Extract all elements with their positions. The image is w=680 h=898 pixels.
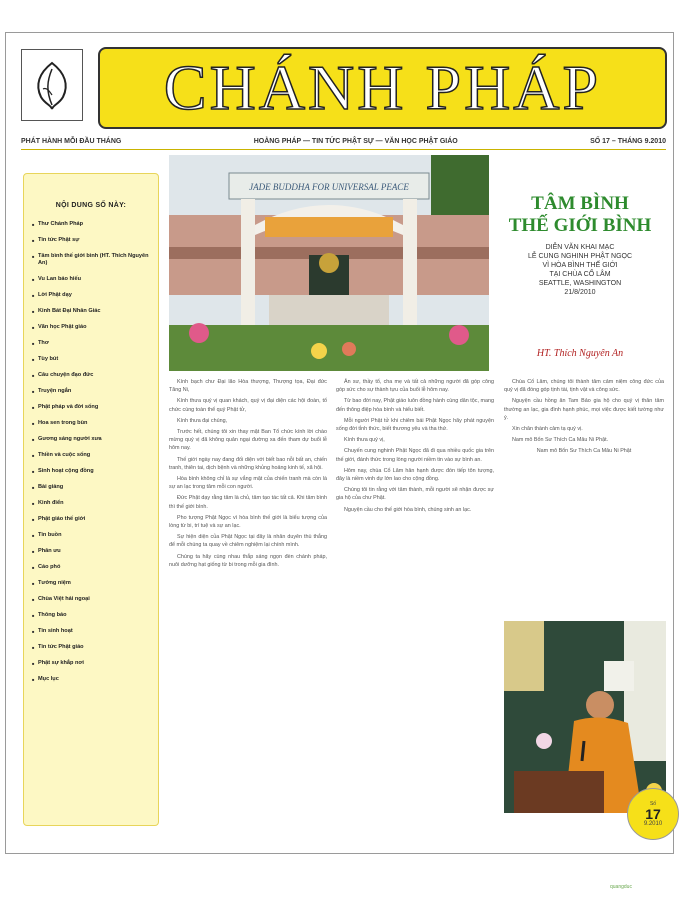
article-author: HT. Thích Nguyên An [536, 348, 624, 359]
badge-label: Số [649, 801, 657, 807]
body-paragraph: Xin chân thành cảm tạ quý vị. [512, 426, 583, 433]
toc-item: ■ Thiền và cuộc sống [32, 452, 152, 459]
toc-item: ■ Thông báo [32, 612, 152, 619]
body-paragraph: Trước hết, chúng tôi xin thay mặt Ban Tổ chức kính lời chào mừng quý vị đã không quản ngại đường xa đến tham dự buổi lễ hôm nay. [169, 429, 327, 452]
toc-item: ■ Truyện ngắn [32, 388, 152, 395]
toc-item: ■ Tin sinh hoạt [32, 628, 152, 635]
body-paragraph: Chúng ta hãy cùng nhau thắp sáng ngọn đèn chánh pháp, nuôi dưỡng hạt giống từ bi trong mỗi gia đình. [169, 553, 327, 568]
table-of-contents [23, 173, 159, 826]
body-paragraph: Đức Phật dạy rằng tâm là chủ, tâm tạo tác tất cả. Khi tâm bình thì thế giới bình. [169, 495, 327, 510]
closing-line: Nam mô Bổn Sư Thích Ca Mâu Ni Phật [536, 448, 632, 455]
tagline: HOẰNG PHÁP — TIN TỨC PHẬT SỰ — VĂN HỌC PHẬT GIÁO [253, 137, 458, 145]
masthead-title: CHÁNH PHÁP [163, 52, 602, 123]
subtitle-line: SEATTLE, WASHINGTON [538, 280, 622, 287]
toc-item: ■ Lời Phật dạy [32, 292, 152, 299]
toc-item: ■ Tin tức Phật giáo [32, 644, 152, 651]
toc-item: ■ Kinh điển [32, 500, 152, 507]
badge-date: 9.2010 [643, 821, 663, 827]
article-column-2 [336, 378, 494, 828]
toc-item: ■ Phật sự khắp nơi [32, 660, 152, 667]
toc-item: ■ Tưởng niệm [32, 580, 152, 587]
toc-item: ■ Thơ [32, 340, 152, 347]
subtitle-line: LỄ CUNG NGHINH PHẬT NGỌC [527, 253, 633, 260]
footer-credit: quangduc [610, 884, 632, 890]
body-paragraph: Mỗi người Phật tử khi chiêm bái Phật Ngọc hãy phát nguyện sống đời tỉnh thức, biết thương yêu và tha thứ. [336, 417, 494, 433]
body-paragraph: Từ bao đời nay, Phật giáo luôn đồng hành cùng dân tộc, mang đến thông điệp hòa bình và hiểu biết. [336, 398, 494, 413]
toc-item: ■ Sinh hoạt cộng đồng [32, 468, 152, 475]
body-paragraph: Kính thưa đại chúng, [177, 417, 228, 424]
masthead-strip [21, 133, 666, 150]
toc-item: ■ Văn học Phật giáo [32, 324, 152, 331]
body-paragraph: Sự hiện diện của Phật Ngọc tại đây là nhân duyên thù thắng để mỗi chúng ta quay về chiêm nghiệm lại chính mình. [169, 534, 327, 549]
body-paragraph: Kính thưa quý vị, [344, 437, 385, 444]
subtitle-line: 21/8/2010 [564, 289, 596, 296]
monk-speaker-photo [504, 621, 666, 813]
toc-item: ■ Thư Chánh Pháp [32, 221, 152, 228]
body-paragraph: Kính bạch chư Đại lão Hòa thượng, Thượng tọa, Đại đức Tăng Ni, [169, 379, 327, 394]
headline-line-2: THẾ GIỚI BÌNH [508, 215, 652, 236]
toc-item: ■ Hoa sen trong bùn [32, 420, 152, 427]
body-paragraph: Kính thưa quý vị quan khách, quý vị đại diện các hội đoàn, tổ chức cùng toàn thể quý Phật tử, [169, 398, 327, 413]
body-paragraph: Nam mô Bổn Sư Thích Ca Mâu Ni Phật. [512, 437, 609, 444]
toc-item: ■ Bài giảng [32, 484, 152, 491]
body-paragraph: Ân sư, thầy tổ, cha mẹ và tất cả những người đã góp công góp sức cho sự thành tựu của buổi lễ hôm nay. [336, 379, 494, 394]
toc-item: ■ Chùa Việt hải ngoại [32, 596, 152, 603]
toc-heading: NỘI DUNG SỐ NÀY: [55, 202, 127, 209]
body-paragraph: Hôm nay, chùa Cổ Lâm hân hạnh được đón tiếp tôn tượng, đây là niềm vinh dự lớn lao cho cộng đồng. [336, 467, 494, 483]
toc-item: ■ Câu chuyện đạo đức [32, 372, 152, 379]
body-paragraph: Chùa Cổ Lâm, chúng tôi thành tâm cảm niệm công đức của quý vị đã đóng góp tịnh tài, tịnh vật và công sức. [504, 379, 664, 394]
issue-label: SỐ 17 – THÁNG 9.2010 [590, 137, 666, 145]
toc-item: ■ Phân ưu [32, 548, 152, 555]
toc-item: ■ Kinh Bát Đại Nhân Giác [32, 308, 152, 315]
article-column-3 [504, 378, 664, 614]
badge-number: 17 [645, 806, 661, 822]
subtitle-line: DIỄN VĂN KHAI MẠC [545, 244, 615, 251]
body-paragraph: Nguyện cầu hồng ân Tam Bảo gia hộ cho quý vị thân tâm thường an lạc, gia đình hạnh phúc, mọi việc được kiết tường như ý. [504, 398, 664, 421]
body-paragraph: Nguyện cầu cho thế giới hòa bình, chúng sinh an lạc. [344, 506, 472, 513]
issue-badge [627, 788, 679, 840]
article-subtitle [496, 243, 664, 297]
subtitle-line: TẠI CHÙA CỔ LÂM [549, 271, 611, 278]
body-paragraph: Pho tượng Phật Ngọc vì hòa bình thế giới là biểu tượng của lòng từ bi, trí tuệ và sự an lạc. [169, 514, 327, 530]
toc-item: ■ Tin buồn [32, 532, 152, 539]
newsletter-page [5, 32, 674, 854]
masthead-banner [98, 47, 667, 129]
article-column-1 [169, 378, 327, 828]
toc-item: ■ Tin tức Phật sự [32, 237, 152, 244]
body-paragraph: Chuyến cung nghinh Phật Ngọc đã đi qua nhiều quốc gia trên thế giới, đánh thức trong lòng người niềm tin vào sự bình an. [336, 448, 494, 463]
toc-item: ■ Tùy bút [32, 356, 152, 363]
toc-list [24, 221, 158, 683]
subtitle-line: VÌ HÒA BÌNH THẾ GIỚI [542, 262, 618, 269]
body-paragraph: Chúng tôi tin rằng với tâm thành, mỗi người sẽ nhận được sự gia hộ của chư Phật. [336, 487, 494, 502]
toc-item: ■ Gương sáng người xưa [32, 436, 152, 443]
bodhi-leaf-icon [29, 59, 75, 111]
toc-item: ■ Vu Lan báo hiếu [32, 276, 152, 283]
headline-line-1: TÂM BÌNH [531, 193, 629, 214]
masthead-logo [21, 49, 83, 121]
toc-item: ■ Tâm bình thế giới bình (HT. Thích Nguyên An) [32, 253, 152, 267]
frequency-label: PHÁT HÀNH MỖI ĐẦU THÁNG [21, 137, 122, 145]
body-paragraph: Thế giới ngày nay đang đối diện với biết bao nỗi bất an, chiến tranh, thiên tai, dịch bệnh và những khủng hoảng kinh tế, xã hội. [169, 456, 327, 471]
temple-sign: JADE BUDDHA FOR UNIVERSAL PEACE [249, 182, 409, 192]
toc-item: ■ Cáo phó [32, 564, 152, 571]
toc-item: ■ Phật pháp và đời sống [32, 404, 152, 411]
toc-item: ■ Mục lục [32, 676, 152, 683]
toc-item: ■ Phật giáo thế giới [32, 516, 152, 523]
temple-photo [169, 155, 489, 371]
body-paragraph: Hòa bình không chỉ là sự vắng mặt của chiến tranh mà còn là sự an lạc trong tâm mỗi con người. [169, 476, 327, 491]
article-headline [496, 193, 664, 297]
